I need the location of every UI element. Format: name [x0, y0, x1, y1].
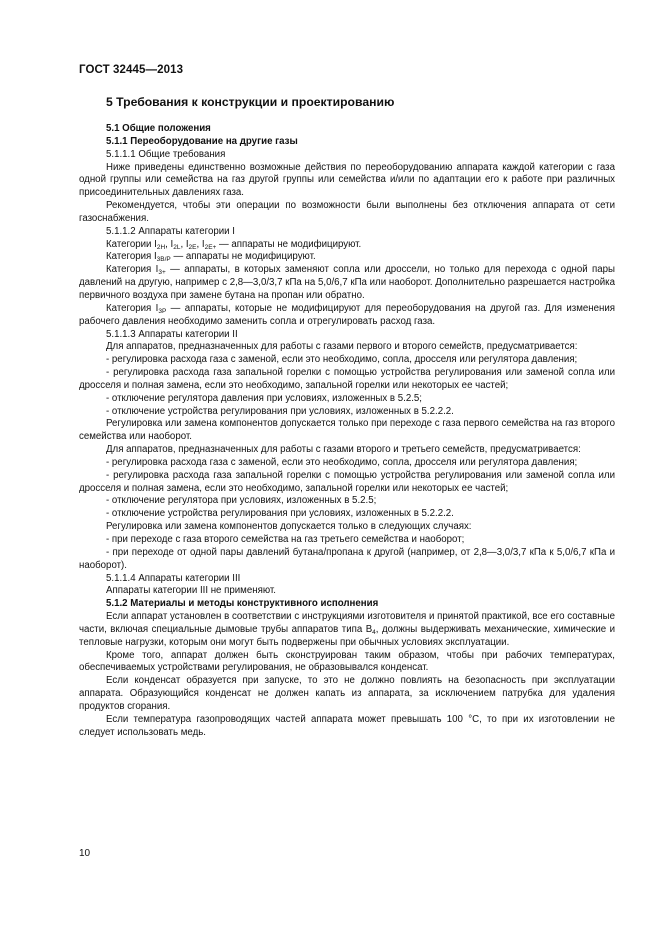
- text-fragment: — аппараты не модифицируют.: [170, 251, 316, 263]
- list-item: - регулировка расхода газа с заменой, если это необходимо, сопла, дросселя или регулятора давления;: [106, 354, 578, 366]
- subscript: 3+: [158, 269, 166, 277]
- paragraph: Для аппаратов, предназначенных для работы с газами первого и второго семейств, предусматривается:: [106, 341, 578, 353]
- paragraph: Если конденсат образуется при запуске, то это не должно повлиять на безопасность при эксплуатации аппарата. Образующийся конденсат не должен капать из аппарата, за исключением патрубка для удаления продуктов сгорания.: [79, 675, 615, 712]
- text-fragment: Категория I: [106, 264, 159, 276]
- text-fragment: , I: [165, 238, 174, 250]
- paragraph: Регулировка или замена компонентов допускается только в следующих случаях:: [106, 521, 472, 533]
- list-item: - при переходе с газа второго семейства на газ третьего семейства и наоборот;: [106, 534, 465, 545]
- subscript: 3B/P: [156, 256, 171, 264]
- paragraph: Аппараты категории III не применяют.: [106, 585, 276, 597]
- paragraph: Для аппаратов, предназначенных для работы с газами второго и третьего семейств, предусматривается:: [106, 444, 581, 456]
- paragraph: Если температура газопроводящих частей аппарата может превышать 100 °C, то при их изготовлении не следует использовать медь.: [79, 713, 615, 738]
- clause-5-1-1-1-title: 5.1.1.1 Общие требования: [106, 148, 226, 160]
- section-title: 5 Требования к конструкции и проектированию: [106, 95, 395, 109]
- paragraph: Кроме того, аппарат должен быть сконструирован таким образом, чтобы при рабочих температурах, обеспечиваемых устройствами регулирования, не образовывался конденсат.: [79, 649, 615, 674]
- text-fragment: — аппараты не модифицируют.: [216, 238, 362, 250]
- paragraph: Регулировка или замена компонентов допускается только при переходе с газа первого семейства на газ второго семейства или наоборот.: [79, 418, 615, 443]
- list-item: - отключение регулятора при условиях, изложенных в 5.2.5;: [106, 495, 377, 507]
- subscript: 2E: [188, 243, 197, 251]
- page-content: [79, 94, 615, 740]
- subsection-5-1-title: 5.1 Общие положения: [106, 123, 211, 134]
- text-fragment: Категория I: [106, 251, 157, 263]
- list-item: - регулировка расхода газа с заменой, если это необходимо, сопла, дросселя или регулятора давления;: [106, 456, 578, 468]
- text-fragment: Категории I: [106, 238, 157, 250]
- subscript: 2E+: [204, 243, 217, 251]
- list-item: - отключение регулятора давления при условиях, изложенных в 5.2.5;: [106, 392, 423, 404]
- subscript: 2H: [156, 243, 166, 251]
- list-item: - при переходе от одной пары давлений бутана/пропана к другой (например, от 2,8—3,0/3,7 кПа к 5,0/6,7 кПа и наоборот).: [79, 546, 615, 571]
- clause-5-1-1-2-title: 5.1.1.2 Аппараты категории I: [106, 225, 235, 237]
- subscript: 2L: [173, 243, 181, 251]
- category-i2-paragraph: [79, 239, 615, 252]
- subscript: 4: [372, 628, 376, 636]
- subscript: 3P: [158, 307, 167, 315]
- text-fragment: — аппараты, в которых заменяют сопла или дроссели, но только для перехода с одной пары давлений на другую, например с 2,8—3,0/3,7 кПа на 5,0/6,7 кПа или наоборот. Дополнительно разрешается настройка первичного воздуха при замене бутана на пропан или обратно.: [79, 264, 615, 301]
- subsection-5-1-1-title: 5.1.1 Переоборудование на другие газы: [106, 135, 298, 147]
- list-item: - регулировка расхода газа запальной горелки с помощью устройства регулирования или заменой сопла или дросселя и полная замена, если это необходимо, запальной горелки или некоторых ее частей;: [79, 367, 615, 391]
- page-number: 10: [79, 848, 91, 859]
- text-fragment: Если аппарат установлен в соответствии с инструкциями изготовителя и принятой практикой, все его составные части, включая специальные дымовые трубы аппаратов типа B: [79, 611, 615, 635]
- list-item: - регулировка расхода газа запальной горелки с помощью устройства регулирования или заменой сопла или дросселя и полная замена, если это необходимо, запальной горелки или некоторых ее частей;: [79, 469, 615, 494]
- text-fragment: , I: [196, 238, 205, 250]
- category-i3p-paragraph: [79, 303, 615, 329]
- text-fragment: , I: [180, 238, 189, 250]
- subsection-5-1-2-title: 5.1.2 Материалы и методы конструктивного исполнения: [106, 598, 379, 610]
- category-i3bp-paragraph: [79, 251, 615, 264]
- clause-5-1-1-4-title: 5.1.1.4 Аппараты категории III: [106, 572, 241, 584]
- clause-5-1-1-3-title: 5.1.1.3 Аппараты категории II: [106, 328, 238, 340]
- list-item: - отключение устройства регулирования при условиях, изложенных в 5.2.2.2.: [106, 508, 454, 520]
- list-item: - отключение устройства регулирования при условиях, изложенных в 5.2.2.2.: [106, 405, 454, 417]
- category-i3plus-paragraph: [79, 264, 615, 303]
- document-code: ГОСТ 32445—2013: [79, 64, 184, 76]
- paragraph: Рекомендуется, чтобы эти операции по возможности были выполнены без отключения аппарата от сети газоснабжения.: [79, 200, 615, 224]
- text-fragment: Категория I: [106, 302, 159, 314]
- paragraph: Ниже приведены единственно возможные действия по переоборудованию аппарата каждой категории с газа одной группы или семейства на газ другой группы или семейства и/или по адаптации его к работе при различных присоединительных давлениях газа.: [79, 161, 615, 199]
- paragraph: [79, 611, 615, 650]
- text-fragment: , должны выдерживать механические, химические и тепловые нагрузки, которым они могут быть подвержены при обычных условиях эксплуатации.: [79, 623, 615, 648]
- text-fragment: — аппараты, которые не модифицируют для переоборудования на другой газ. Для изменения рабочего давления необходимо заменить сопла и отрегулировать расход газа.: [79, 302, 616, 327]
